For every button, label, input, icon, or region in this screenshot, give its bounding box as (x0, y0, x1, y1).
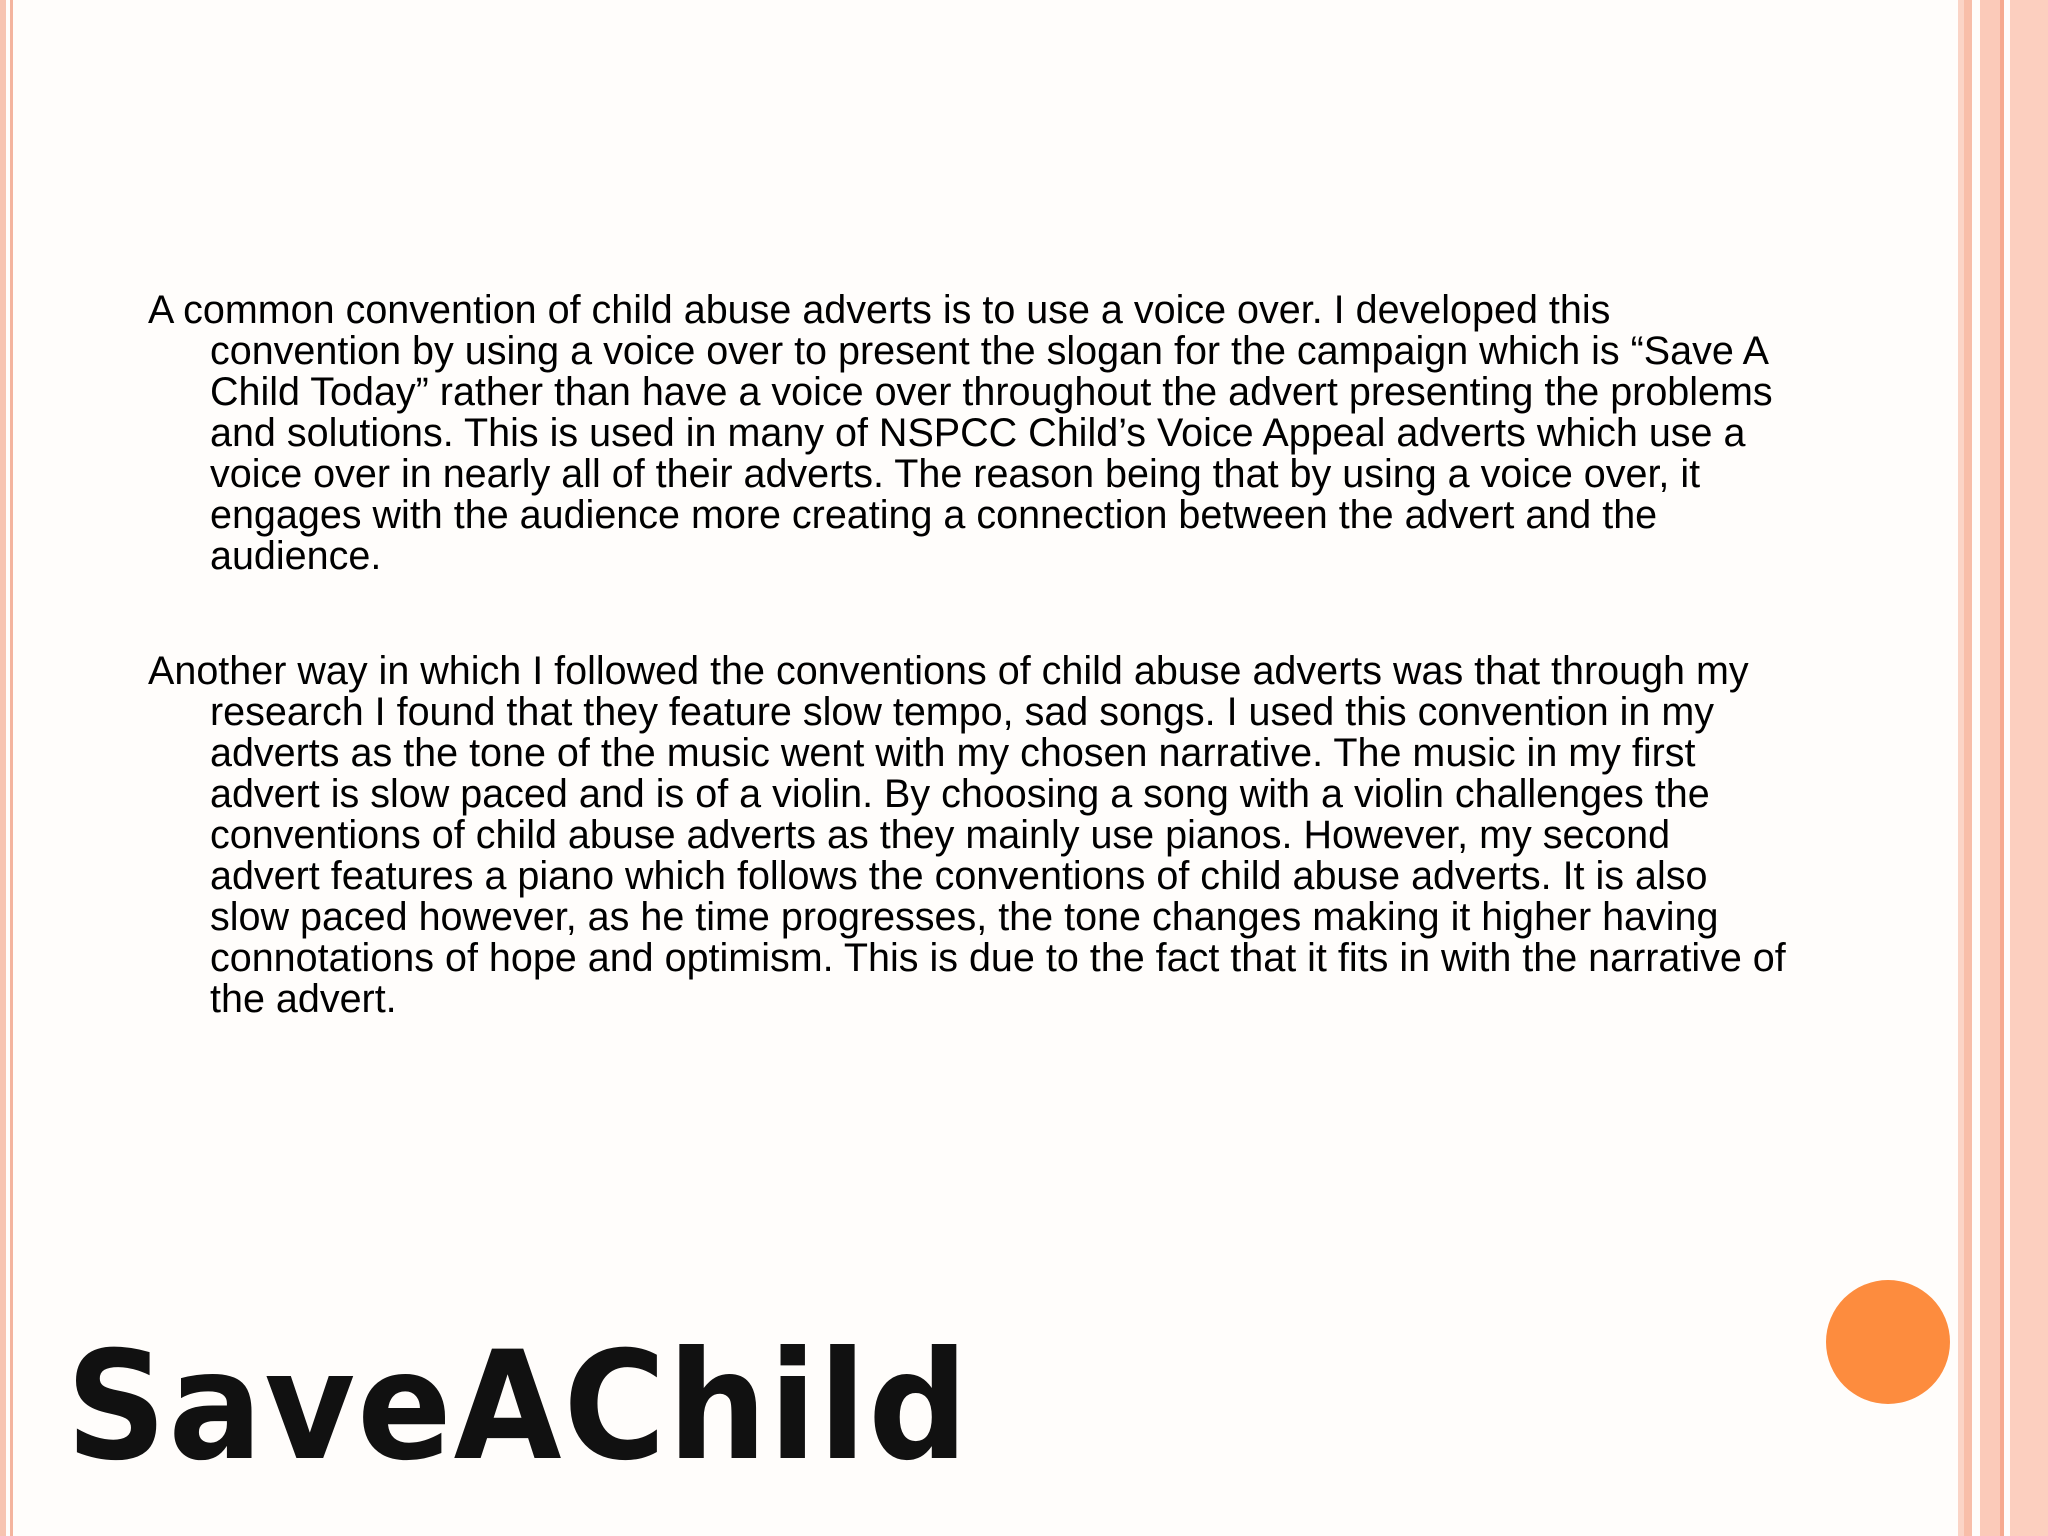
paragraph-voice-over: A common convention of child abuse adverts is to use a voice over. I developed this convention by using a voice over to present the slogan for the campaign which is “Save A Child Today” rather than have a voice over throughout the advert presenting the problems and solutions. This is used in many of NSPCC Child’s Voice Appeal adverts which use a voice over in nearly all of their adverts. The reason being that by using a voice over, it engages with the audience more creating a connection between the advert and the audience. (148, 288, 1773, 578)
right-border-stripe-5 (2010, 0, 2048, 1536)
right-border-stripe-2 (1964, 0, 1972, 1536)
right-border-stripe-3 (1980, 0, 2000, 1536)
paragraph-music: Another way in which I followed the conventions of child abuse adverts was that through my research I found that they feature slow tempo, sad songs. I used this convention in my adverts as the tone of the music went with my chosen narrative. The music in my first advert is slow paced and is of a violin. By choosing a song with a violin challenges the conventions of child abuse adverts as they mainly use pianos. However, my second advert features a piano which follows the conventions of child abuse adverts. It is also slow paced however, as he time progresses, the tone changes making it higher having connotations of hope and optimism. This is due to the fact that it fits in with the narrative of the advert. (148, 649, 1786, 1021)
slide-body (148, 290, 1788, 1094)
left-border-line (10, 0, 13, 1536)
accent-dot (1826, 1280, 1950, 1404)
right-border-stripe-4 (2000, 0, 2004, 1536)
left-border-stripe (0, 0, 6, 1536)
save-a-child-logo: SaveAChild (66, 1320, 970, 1494)
